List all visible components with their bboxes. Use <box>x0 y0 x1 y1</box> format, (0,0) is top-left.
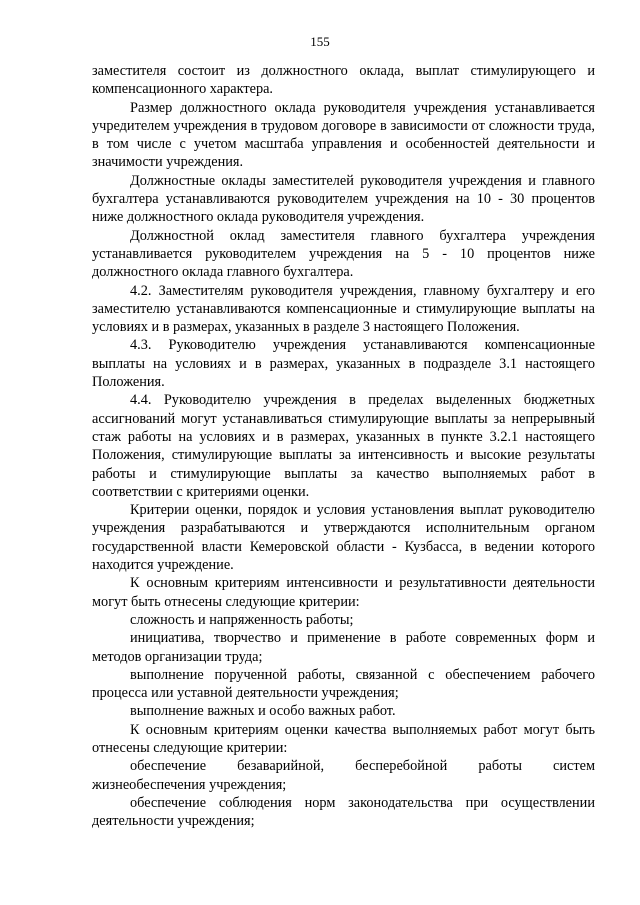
list-item-important-work: выполнение важных и особо важных работ. <box>130 703 396 720</box>
paragraph-quality-criteria: К основным критериям оценки качества выполняемых работ могут быть отнесены следующие критерии: <box>92 721 595 756</box>
list-item-assigned-work: выполнение порученной работы, связанной с обеспечением рабочего процесса или уставной деятельности учреждения; <box>92 666 595 702</box>
list-item-initiative: инициатива, творчество и применение в работе современных форм и методов организации труда; <box>92 630 595 665</box>
paragraph-intensity-criteria: К основным критериям интенсивности и результативности деятельности могут быть отнесены следующие критерии: <box>92 575 595 610</box>
list-item-life-support: обеспечение безаварийной, бесперебойной работы систем жизнеобеспечения учреждения; <box>92 758 595 793</box>
paragraph-2: Размер должностного оклада руководителя учреждения устанавливается учредителем учреждения в трудовом договоре в зависимости от сложности труда, в том числе с учетом масштаба управления и особенностей деятельности и значимости учреждения. <box>92 99 595 171</box>
list-item-complexity: сложность и напряженность работы; <box>130 611 354 628</box>
paragraph-criteria-order: Критерии оценки, порядок и условия установления выплат руководителю учреждения разрабатываются и утверждаются исполнительным органом государственной власти Кемеровской области - Кузбасса, в ведении которого находится учреждение. <box>92 502 595 574</box>
paragraph-4-3: 4.3. Руководителю учреждения устанавливаются компенсационные выплаты на условиях и в размерах, указанных в подразделе 3.1 настоящего Положения. <box>92 337 595 391</box>
list-item-legislation: обеспечение соблюдения норм законодательства при осуществлении деятельности учреждения; <box>92 794 595 830</box>
page-number: 155 <box>310 34 330 49</box>
paragraph-4: Должностной оклад заместителя главного бухгалтера учреждения устанавливается руководителем учреждения на 5 - 10 процентов ниже должностного оклада главного бухгалтера. <box>92 227 595 281</box>
paragraph-4-4: 4.4. Руководителю учреждения в пределах выделенных бюджетных ассигнований могут устанавливаться стимулирующие выплаты за непрерывный стаж работы на условиях и в размерах, указанных в пункте 3.2.1 настоящего Положения, стимулирующие выплаты за интенсивность и высокие результаты работы и стимулирующие выплаты за качество выполняемых работ в соответствии с критериями оценки. <box>92 392 595 500</box>
paragraph-3: Должностные оклады заместителей руководителя учреждения и главного бухгалтера устанавливаются руководителем учреждения на 10 - 30 процентов ниже должностного оклада руководителя учреждения. <box>92 172 595 226</box>
paragraph-4-2: 4.2. Заместителям руководителя учреждения, главному бухгалтеру и его заместителю устанавливаются компенсационные и стимулирующие выплаты на условиях и в размерах, указанных в разделе 3 настоящего Положения. <box>92 282 595 336</box>
document-body <box>92 62 595 830</box>
paragraph-1: заместителя состоит из должностного оклада, выплат стимулирующего и компенсационного характера. <box>92 63 595 98</box>
